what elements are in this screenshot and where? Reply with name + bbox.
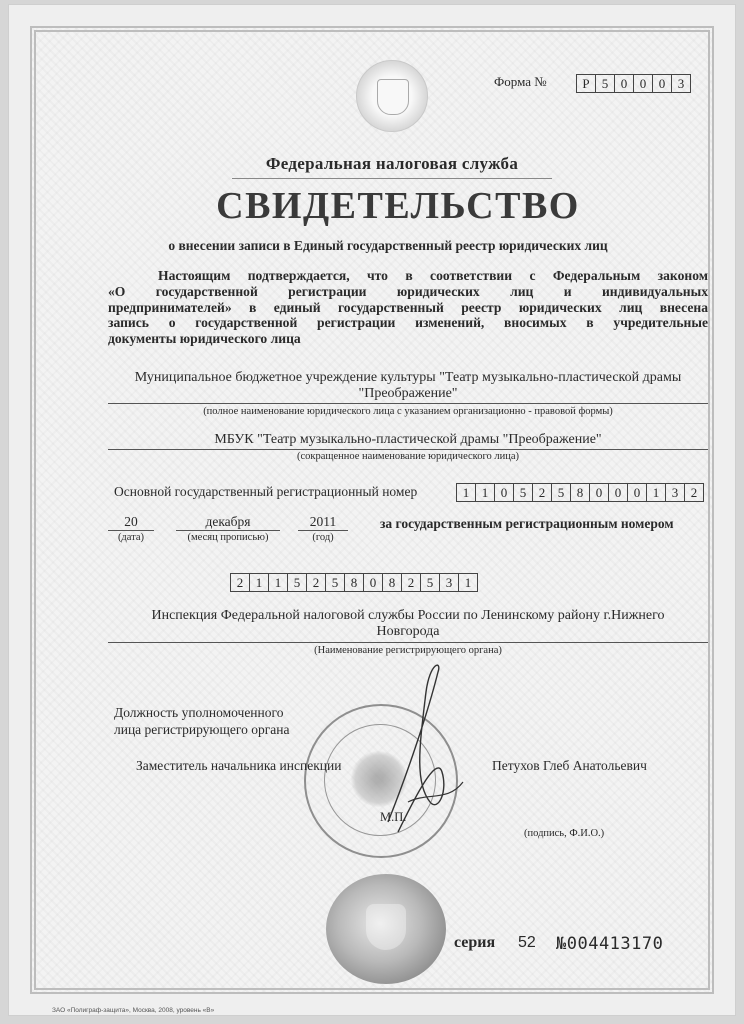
date-year-caption: (год) bbox=[312, 532, 334, 543]
grn-digit: 8 bbox=[345, 574, 364, 591]
document-title: СВИДЕТЕЛЬСТВО bbox=[216, 185, 580, 227]
certificate-page bbox=[8, 4, 736, 1016]
grn-digit: 1 bbox=[464, 575, 472, 590]
grn-digit: 1 bbox=[269, 574, 288, 591]
form-digit: 0 bbox=[653, 75, 672, 92]
form-digit: 3 bbox=[677, 76, 685, 91]
entity-short-name: МБУК "Театр музыкально-пластической драмы "Преображение" bbox=[214, 432, 602, 447]
paragraph-line: «О государственной регистрации юридических лиц и индивидуальных bbox=[108, 283, 708, 299]
grn-digit: 2 bbox=[402, 574, 421, 591]
paragraph-line: документы юридического лица bbox=[108, 331, 301, 347]
form-digit: Р bbox=[577, 75, 596, 92]
position-label bbox=[114, 704, 314, 738]
grn-digit: 2 bbox=[307, 574, 326, 591]
date-year: 2011 bbox=[309, 514, 337, 529]
signatory-position: Заместитель начальника инспекции bbox=[136, 758, 342, 773]
grn-boxes bbox=[230, 573, 478, 592]
ogrn-digit: 1 bbox=[476, 484, 495, 501]
grn-digit: 0 bbox=[364, 574, 383, 591]
ogrn-digit: 2 bbox=[690, 485, 698, 500]
full-name-rule bbox=[108, 403, 708, 404]
agency-rule bbox=[232, 178, 552, 179]
ogrn-digit: 3 bbox=[666, 484, 685, 501]
ogrn-digit: 0 bbox=[590, 484, 609, 501]
entity-full-name-line1: Муниципальное бюджетное учреждение культуры "Театр музыкально-пластической драмы bbox=[134, 370, 682, 385]
grn-digit: 8 bbox=[383, 574, 402, 591]
registering-authority-line2: Новгорода bbox=[376, 624, 440, 639]
date-day-rule bbox=[108, 530, 154, 531]
entity-full-name-line2: "Преображение" bbox=[358, 386, 458, 401]
paragraph-line: запись о государственной регистрации изменений, вносимых в учредительные bbox=[108, 315, 708, 331]
serial-number: №004413170 bbox=[556, 934, 664, 954]
grn-digit: 1 bbox=[250, 574, 269, 591]
ogrn-digit: 0 bbox=[609, 484, 628, 501]
agency-name: Федеральная налоговая служба bbox=[265, 154, 519, 173]
series-number: 52 bbox=[518, 934, 536, 951]
state-emblem-icon bbox=[356, 60, 428, 132]
ogrn-digit: 2 bbox=[533, 484, 552, 501]
ogrn-digit: 1 bbox=[647, 484, 666, 501]
authority-rule bbox=[108, 642, 708, 643]
grn-digit: 5 bbox=[421, 574, 440, 591]
form-number-boxes bbox=[576, 74, 691, 93]
printer-imprint: ЗАО «Полиграф-защита», Москва, 2008, уровень «В» bbox=[52, 1007, 215, 1014]
date-day: 20 bbox=[124, 514, 138, 529]
paragraph-line: предпринимателей» в единый государственный реестр юридических лиц внесена bbox=[108, 299, 708, 315]
paragraph-line: Настоящим подтверждается, что в соответствии с Федеральным законом bbox=[158, 268, 708, 283]
ogrn-boxes bbox=[456, 483, 704, 502]
registering-authority-line1: Инспекция Федеральной налоговой службы России по Ленинскому району г.Нижнего bbox=[151, 608, 665, 623]
ogrn-digit: 8 bbox=[571, 484, 590, 501]
full-name-caption: (полное наименование юридического лица с указанием организационно - правовой формы) bbox=[203, 406, 613, 417]
hologram-emblem-icon bbox=[326, 874, 446, 984]
ogrn-digit: 5 bbox=[552, 484, 571, 501]
ogrn-label: Основной государственный регистрационный номер bbox=[114, 484, 418, 499]
series-label: серия bbox=[454, 934, 496, 951]
entity-full-name bbox=[108, 370, 708, 402]
document-subtitle: о внесении записи в Единый государственный реестр юридических лиц bbox=[168, 238, 608, 253]
signature-caption: (подпись, Ф.И.О.) bbox=[524, 828, 605, 839]
form-digit: 0 bbox=[615, 75, 634, 92]
date-month-rule bbox=[176, 530, 280, 531]
confirmation-paragraph bbox=[108, 268, 708, 347]
form-digit: 0 bbox=[634, 75, 653, 92]
authority-caption: (Наименование регистрирующего органа) bbox=[314, 645, 502, 656]
short-name-caption: (сокращенное наименование юридического лица) bbox=[296, 451, 520, 462]
registering-authority bbox=[108, 608, 708, 640]
form-number-label: Форма № bbox=[494, 74, 547, 89]
registration-number-label: за государственным регистрационным номером bbox=[380, 516, 674, 531]
date-day-caption: (дата) bbox=[117, 532, 145, 543]
date-month: декабря bbox=[205, 514, 251, 529]
date-month-caption: (месяц прописью) bbox=[187, 532, 269, 543]
grn-digit: 5 bbox=[326, 574, 345, 591]
ogrn-digit: 5 bbox=[514, 484, 533, 501]
ogrn-digit: 0 bbox=[495, 484, 514, 501]
position-label-line1: Должность уполномоченного bbox=[114, 705, 284, 720]
short-name-rule bbox=[108, 449, 708, 450]
position-label-line2: лица регистрирующего органа bbox=[114, 722, 290, 737]
date-year-rule bbox=[298, 530, 348, 531]
form-digit: 5 bbox=[596, 75, 615, 92]
grn-digit: 2 bbox=[231, 574, 250, 591]
grn-digit: 3 bbox=[440, 574, 459, 591]
grn-digit: 5 bbox=[288, 574, 307, 591]
ogrn-digit: 1 bbox=[457, 484, 476, 501]
ogrn-digit: 0 bbox=[628, 484, 647, 501]
signatory-name: Петухов Глеб Анатольевич bbox=[492, 758, 647, 773]
stamp-mark: М.П. bbox=[380, 810, 407, 824]
